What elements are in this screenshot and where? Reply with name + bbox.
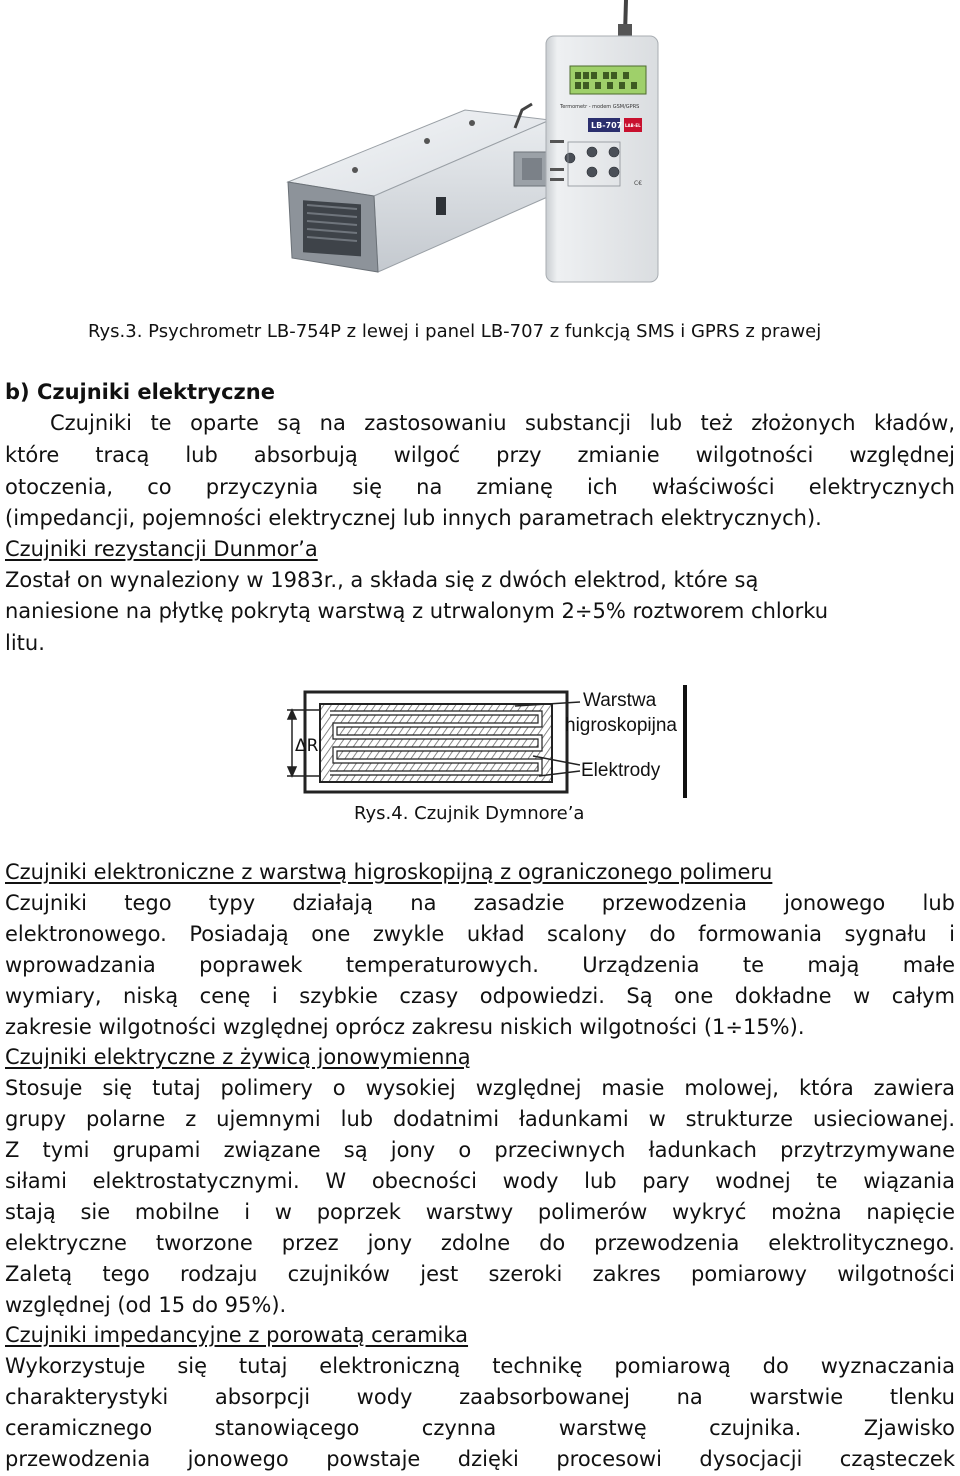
paragraph-line: naniesione na płytkę pokrytą warstwą z utrwalonym 2÷5% roztworem chlorku [5,599,829,623]
paragraph-line: Został on wynaleziony w 1983r., a składa się z dwóch elektrod, które są [5,568,759,592]
section-b-heading: b) Czujniki elektryczne [5,380,275,404]
paragraph-line: charakterystyki absorpcji wody zaabsorbowanej na warstwie tlenku [5,1385,955,1409]
svg-text:C€: C€ [634,180,643,187]
paragraph-line: które tracą lub absorbują wilgoć przy zmianie wilgotności względnej [5,443,955,467]
panel-brand: LAB-EL [625,123,641,128]
paragraph-line: wprowadzania poprawek temperaturowych. Urządzenia te mają małe [5,953,955,977]
paragraph-line: litu. [5,631,45,655]
paragraph-line: Z tymi grupami związane są jony o przeciwnych ładunkach przytrzymywane [5,1138,955,1162]
label-electrodes: Elektrody [581,760,661,781]
paragraph-line: otoczenia, co przyczynia się na zmianę ich właściwości elektrycznych [5,475,955,499]
psychrometer-device [288,104,552,272]
panel-model: LB-707 [591,121,623,130]
paragraph-line: elektryczne tworzone przez jony zdolne do przewodzenia elektrolitycznego. [5,1231,955,1255]
figure-4-caption: Rys.4. Czujnik Dymnore’a [354,803,585,824]
paragraph-line: Wykorzystuje się tutaj elektroniczną technikę pomiarową do wyznaczania [5,1354,955,1378]
delta-r-label: ΔR [295,736,319,756]
paragraph-line: (impedancji, pojemności elektrycznej lub innych parametrach elektrycznych). [5,506,822,530]
paragraph-line: względnej (od 15 do 95%). [5,1293,287,1317]
label-layer-2: higroskopijna [565,715,677,736]
subheading-impedancyjne: Czujniki impedancyjne z porowatą ceramika [5,1323,469,1347]
subheading-zywica: Czujniki elektryczne z żywicą jonowymienną [5,1045,471,1069]
paragraph-line: siłami elektrostatycznymi. W obecności wody lub pary wodnej te wiązania [5,1169,955,1193]
paragraph-line: wymiary, niską cenę i szybkie czasy odpowiedzi. Są one dokładne w całym [5,984,955,1008]
connector-cable [514,152,550,186]
paragraph-line: Czujniki tego typy działają na zasadzie przewodzenia jonowego lub [5,891,955,915]
figure-3-photo [270,0,670,295]
panel-subtitle: Termometr - modem GSM/GPRS [560,104,640,110]
paragraph-line: elektronowego. Posiadają one zwykle układ scalony do formowania sygnału i [5,922,955,946]
paragraph-line: Zaletą tego rodzaju czujników jest szeroki zakres pomiarowy wilgotności [5,1262,955,1286]
paragraph-line: stają sie mobilne i w poprzek warstwy polimerów wykryć można napięcie [5,1200,955,1224]
paragraph-line: Stosuje się tutaj polimery o wysokiej względnej masie molowej, która zawiera [5,1076,955,1100]
paragraph-line: grupy polarne z ujemnymi lub dodatnimi ładunkami w strukturze usieciowanej. [5,1107,955,1131]
paragraph-line: ceramicznego stanowiącego czynna warstwę czujnika. Zjawisko [5,1416,955,1440]
paragraph-line: Czujniki te oparte są na zastosowaniu substancji lub też złożonych kładów, [50,411,955,435]
paragraph-line: przewodzenia jonowego powstaje dzięki procesowi dysocjacji cząsteczek [5,1447,955,1471]
label-layer-1: Warstwa [583,690,657,711]
figure-3-caption: Rys.3. Psychrometr LB-754P z lewej i panel LB-707 z funkcją SMS i GPRS z prawej [88,321,822,342]
paragraph-line: zakresie wilgotności względnej oprócz zakresu niskich wilgotności (1÷15%). [5,1015,805,1039]
subheading-elektroniczne: Czujniki elektroniczne z warstwą higroskopijną z ograniczonego polimeru [5,860,773,884]
subheading-dunmor: Czujniki rezystancji Dunmor’a [5,537,318,561]
figure-4-diagram [275,680,695,805]
panel-device-lb707 [546,0,658,282]
